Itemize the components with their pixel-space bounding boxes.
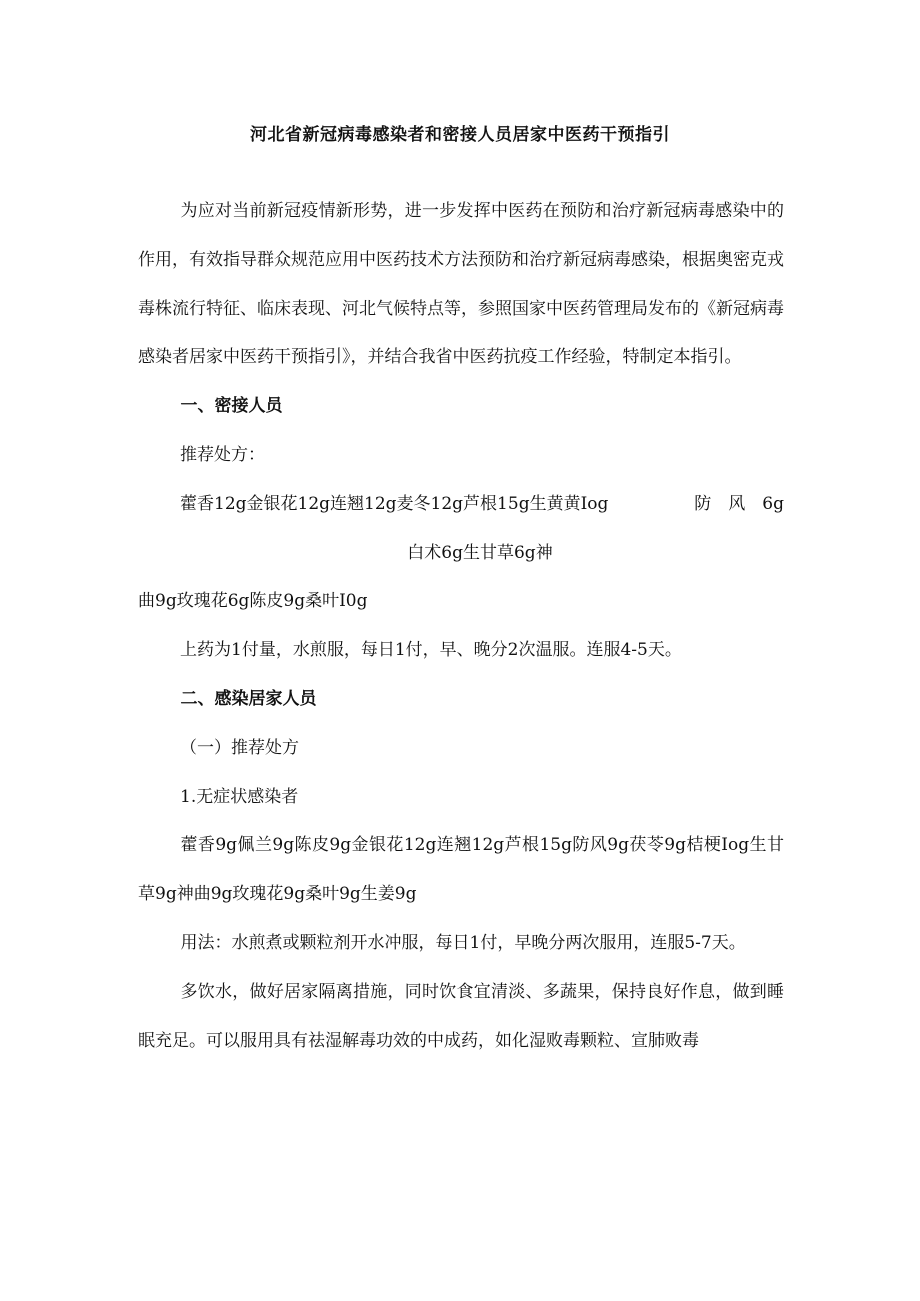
prescription-line-2: 白术6g生甘草6g神: [407, 542, 553, 563]
intro-paragraph: 为应对当前新冠疫情新形势，进一步发挥中医药在预防和治疗新冠病毒感染中的作用，有效指导群众规范应用中医药技术方法预防和治疗新冠病毒感染，根据奥密克戎毒株流行特征、临床表现、河北气候特点等，参照国家中医药管理局发布的《新冠病毒感染者居家中医药干预指引》，并结合我省中医药抗疫工作经验，特制定本指引。: [138, 201, 784, 368]
prescription-label: 推荐处方：: [180, 444, 265, 465]
item-asymptomatic-title: 1.无症状感染者: [180, 786, 299, 807]
prescription-line-1: [138, 480, 784, 529]
sub-heading-prescription: （一）推荐处方: [180, 737, 299, 758]
section-heading-close-contacts: 一、密接人员: [180, 396, 283, 417]
document-body: [138, 187, 784, 1065]
section-heading-home-infected: 二、感染居家人员: [180, 688, 317, 709]
item-asymptomatic-prescription: 藿香9g佩兰9g陈皮9g金银花12g连翘12g芦根15g防风9g茯苓9g桔梗Iog生甘草9g神曲9g玫瑰花9g桑叶9g生姜9g: [138, 835, 784, 905]
prescription-line-1-tail: 防 风 6g: [694, 493, 784, 514]
prescription-line-3: 曲9g玫瑰花6g陈皮9g桑叶I0g: [138, 591, 368, 612]
usage-close-contacts: 上药为1付量，水煎服，每日1付，早、晚分2次温服。连服4-5天。: [180, 640, 682, 661]
item-asymptomatic-advice: 多饮水，做好居家隔离措施，同时饮食宜清淡、多蔬果，保持良好作息，做到睡眠充足。可以服用具有祛湿解毒功效的中成药，如化湿败毒颗粒、宣肺败毒: [138, 981, 784, 1051]
prescription-line-1-main: 藿香12g金银花12g连翘12g麦冬12g芦根15g生黄黄Iog: [180, 493, 609, 514]
document-title: 河北省新冠病毒感染者和密接人员居家中医药干预指引: [250, 125, 670, 145]
item-asymptomatic-usage: 用法：水煎煮或颗粒剂开水冲服，每日1付，早晚分两次服用，连服5-7天。: [180, 932, 746, 953]
